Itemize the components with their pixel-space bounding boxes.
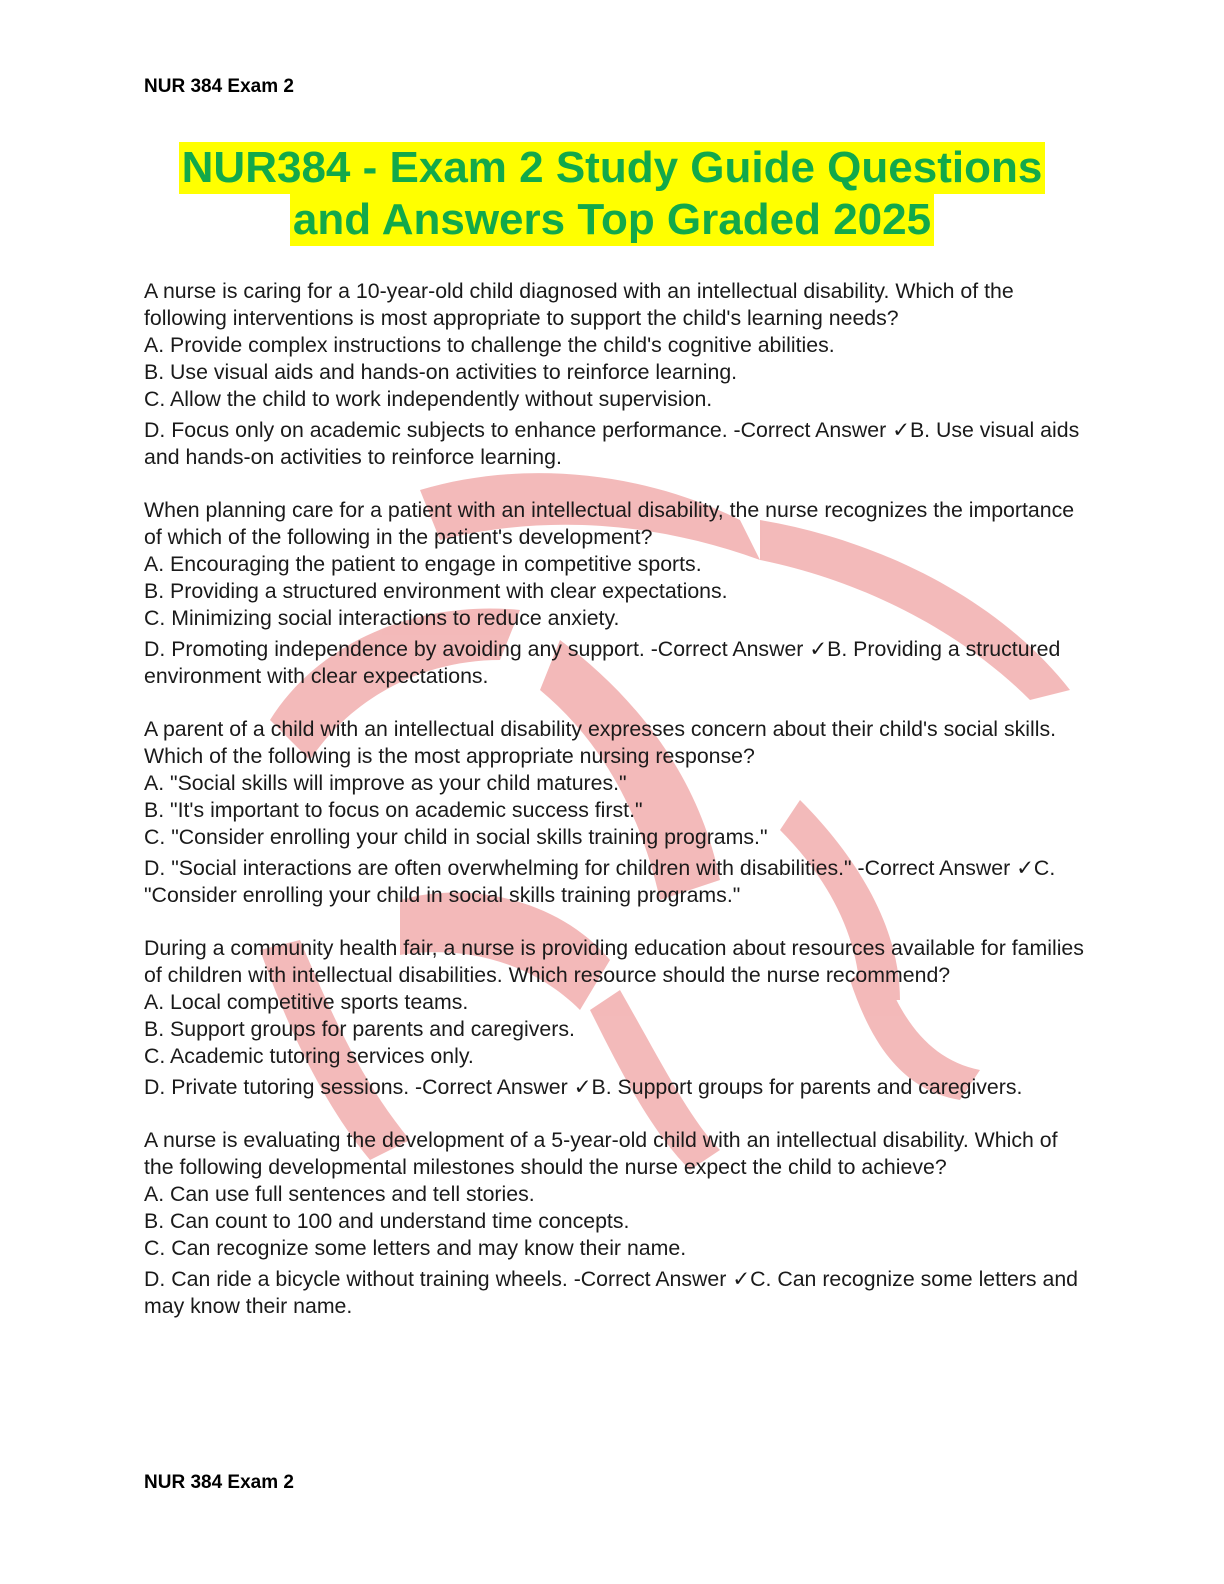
option-a: A. Provide complex instructions to challenge the child's cognitive abilities. <box>144 333 835 357</box>
option-b: B. Providing a structured environment with clear expectations. <box>144 579 728 603</box>
option-c: C. Allow the child to work independently without supervision. <box>144 387 713 411</box>
option-b: B. "It's important to focus on academic success first." <box>144 798 643 822</box>
option-a: A. Local competitive sports teams. <box>144 990 469 1014</box>
question-block <box>144 1127 1084 1320</box>
questions-list <box>144 278 1084 1346</box>
option-d-with-answer: D. Can ride a bicycle without training wheels. -Correct Answer ✓C. Can recognize some letters and may know their name. <box>144 1267 1079 1318</box>
question-stem: During a community health fair, a nurse is providing education about resources available for families of children with intellectual disabilities. Which resource should the nurse recommend? <box>144 936 1084 987</box>
question-block <box>144 935 1084 1101</box>
option-c: C. "Consider enrolling your child in social skills training programs." <box>144 825 768 849</box>
title-line-1: NUR384 - Exam 2 Study Guide Questions <box>179 142 1046 194</box>
option-b: B. Use visual aids and hands-on activities to reinforce learning. <box>144 360 738 384</box>
option-c: C. Can recognize some letters and may know their name. <box>144 1236 687 1260</box>
title-line-2: and Answers Top Graded 2025 <box>290 194 934 246</box>
option-d-with-answer: D. Focus only on academic subjects to enhance performance. -Correct Answer ✓B. Use visual aids and hands-on activities to reinforce learning. <box>144 418 1080 469</box>
option-a: A. Can use full sentences and tell stories. <box>144 1182 535 1206</box>
document-title <box>0 142 1224 246</box>
question-stem: A nurse is caring for a 10-year-old child diagnosed with an intellectual disability. Which of the following interventions is most appropriate to support the child's learning needs? <box>144 279 1014 330</box>
option-b: B. Support groups for parents and caregivers. <box>144 1017 575 1041</box>
option-c: C. Minimizing social interactions to reduce anxiety. <box>144 606 620 630</box>
option-d-with-answer: D. Promoting independence by avoiding any support. -Correct Answer ✓B. Providing a structured environment with clear expectations. <box>144 637 1061 688</box>
page-header: NUR 384 Exam 2 <box>144 76 294 97</box>
option-d-with-answer: D. Private tutoring sessions. -Correct Answer ✓B. Support groups for parents and caregivers. <box>144 1075 1023 1099</box>
question-block <box>144 716 1084 909</box>
option-d-with-answer: D. "Social interactions are often overwhelming for children with disabilities." -Correct Answer ✓C. "Consider enrolling your child in social skills training programs." <box>144 856 1056 907</box>
option-c: C. Academic tutoring services only. <box>144 1044 474 1068</box>
option-b: B. Can count to 100 and understand time concepts. <box>144 1209 630 1233</box>
option-a: A. "Social skills will improve as your child matures." <box>144 771 627 795</box>
question-stem: A nurse is evaluating the development of a 5-year-old child with an intellectual disability. Which of the following developmental milestones should the nurse expect the child to achieve? <box>144 1128 1058 1179</box>
question-block <box>144 278 1084 471</box>
option-a: A. Encouraging the patient to engage in competitive sports. <box>144 552 702 576</box>
question-stem: A parent of a child with an intellectual disability expresses concern about their child's social skills. Which of the following is the most appropriate nursing response? <box>144 717 1057 768</box>
question-stem: When planning care for a patient with an intellectual disability, the nurse recognizes the importance of which of the following in the patient's development? <box>144 498 1075 549</box>
question-block <box>144 497 1084 690</box>
page-footer: NUR 384 Exam 2 <box>144 1472 294 1493</box>
